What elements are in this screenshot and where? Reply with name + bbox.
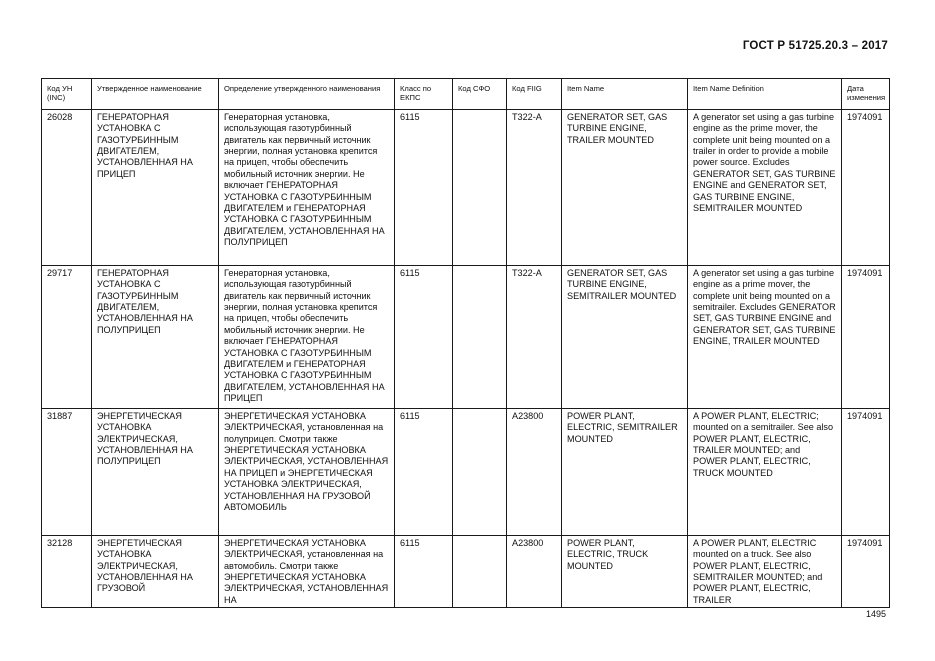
cell-definition: ЭНЕРГЕТИЧЕСКАЯ УСТАНОВКА ЭЛЕКТРИЧЕСКАЯ, установленная на полуприцеп. Смотри также ЭНЕРГЕТИЧЕСКАЯ УСТАНОВКА ЭЛЕКТРИЧЕСКАЯ, УСТАНОВЛЕННАЯ НА ПРИЦЕП и ЭНЕРГЕТИЧЕСКАЯ УСТАНОВКА ЭЛЕКТРИЧЕСКАЯ, УСТАНОВЛЕННАЯ НА ГРУЗОВОЙ АВТОМОБИЛЬ [219, 408, 395, 535]
cell-sfo [453, 408, 507, 535]
cell-ekps: 6115 [395, 535, 453, 607]
cell-item-definition: A generator set using a gas turbine engine as the prime mover, the complete unit being mounted on a trailer in order to provide a mobile power source. Excludes GENERATOR SET, GAS TURBINE ENGINE and GENERATOR SET, GAS TURBINE ENGINE, SEMITRAILER MOUNTED [688, 109, 842, 265]
col-header-name: Утвержденное наименование [92, 79, 219, 110]
data-table [41, 78, 890, 608]
cell-definition: Генераторная установка, использующая газотурбинный двигатель как первичный источник энергии, полная установка крепится на прицеп, чтобы обеспечить мобильный источник энергии. Не включает ГЕНЕРАТОРНАЯ УСТАНОВКА С ГАЗОТУРБИННЫМ ДВИГАТЕЛЕМ и ГЕНЕРАТОРНАЯ УСТАНОВКА С ГАЗОТУРБИННЫМ ДВИГАТЕЛЕМ, УСТАНОВЛЕННАЯ НА ПОЛУПРИЦЕП [219, 109, 395, 265]
col-header-sfo: Код СФО [453, 79, 507, 110]
cell-inc: 32128 [42, 535, 92, 607]
cell-item-name: GENERATOR SET, GAS TURBINE ENGINE, TRAILER MOUNTED [562, 109, 688, 265]
table-row [42, 109, 890, 265]
cell-inc: 31887 [42, 408, 92, 535]
col-header-item-name: Item Name [562, 79, 688, 110]
cell-inc: 29717 [42, 265, 92, 408]
col-header-definition: Определение утвержденного наименования [219, 79, 395, 110]
cell-ekps: 6115 [395, 408, 453, 535]
cell-date: 1974091 [842, 408, 890, 535]
cell-ekps: 6115 [395, 265, 453, 408]
page-number: 1495 [865, 609, 886, 619]
col-header-item-definition: Item Name Definition [688, 79, 842, 110]
cell-date: 1974091 [842, 535, 890, 607]
cell-sfo [453, 109, 507, 265]
col-header-date: Дата изменения [842, 79, 890, 110]
cell-item-name: POWER PLANT, ELECTRIC, TRUCK MOUNTED [562, 535, 688, 607]
cell-name: ГЕНЕРАТОРНАЯ УСТАНОВКА С ГАЗОТУРБИННЫМ ДВИГАТЕЛЕМ, УСТАНОВЛЕННАЯ НА ПОЛУПРИЦЕП [92, 265, 219, 408]
cell-inc: 26028 [42, 109, 92, 265]
cell-name: ЭНЕРГЕТИЧЕСКАЯ УСТАНОВКА ЭЛЕКТРИЧЕСКАЯ, УСТАНОВЛЕННАЯ НА ГРУЗОВОЙ [92, 535, 219, 607]
table-header-row [42, 79, 890, 110]
cell-date: 1974091 [842, 265, 890, 408]
cell-fiig: A23800 [507, 535, 562, 607]
cell-item-name: POWER PLANT, ELECTRIC, SEMITRAILER MOUNTED [562, 408, 688, 535]
cell-fiig: T322-A [507, 109, 562, 265]
cell-name: ЭНЕРГЕТИЧЕСКАЯ УСТАНОВКА ЭЛЕКТРИЧЕСКАЯ, УСТАНОВЛЕННАЯ НА ПОЛУПРИЦЕП [92, 408, 219, 535]
cell-definition: Генераторная установка, использующая газотурбинный двигатель как первичный источник энергии, полная установка крепится на прицеп, чтобы обеспечить мобильный источник энергии. Не включает ГЕНЕРАТОРНАЯ УСТАНОВКА С ГАЗОТУРБИННЫМ ДВИГАТЕЛЕМ и ГЕНЕРАТОРНАЯ УСТАНОВКА С ГАЗОТУРБИННЫМ ДВИГАТЕЛЕМ, УСТАНОВЛЕННАЯ НА ПРИЦЕП [219, 265, 395, 408]
cell-fiig: T322-A [507, 265, 562, 408]
cell-item-name: GENERATOR SET, GAS TURBINE ENGINE, SEMITRAILER MOUNTED [562, 265, 688, 408]
table-row [42, 265, 890, 408]
cell-definition: ЭНЕРГЕТИЧЕСКАЯ УСТАНОВКА ЭЛЕКТРИЧЕСКАЯ, установленная на автомобиль. Смотри также ЭНЕРГЕТИЧЕСКАЯ УСТАНОВКА ЭЛЕКТРИЧЕСКАЯ, УСТАНОВЛЕННАЯ НА [219, 535, 395, 607]
cell-fiig: A23800 [507, 408, 562, 535]
document-code: ГОСТ Р 51725.20.3 – 2017 [742, 40, 888, 52]
cell-name: ГЕНЕРАТОРНАЯ УСТАНОВКА С ГАЗОТУРБИННЫМ ДВИГАТЕЛЕМ, УСТАНОВЛЕННАЯ НА ПРИЦЕП [92, 109, 219, 265]
cell-date: 1974091 [842, 109, 890, 265]
col-header-fiig: Код FIIG [507, 79, 562, 110]
table-row [42, 408, 890, 535]
cell-item-definition: A POWER PLANT, ELECTRIC mounted on a truck. See also POWER PLANT, ELECTRIC, SEMITRAILER MOUNTED; and POWER PLANT, ELECTRIC, TRAILER [688, 535, 842, 607]
col-header-ekps: Класс по ЕКПС [395, 79, 453, 110]
cell-ekps: 6115 [395, 109, 453, 265]
table-row [42, 535, 890, 607]
cell-item-definition: A generator set using a gas turbine engine as a prime mover, the complete unit being mounted on a semitrailer. Excludes GENERATOR SET, GAS TURBINE ENGINE and GENERATOR SET, GAS TURBINE ENGINE, TRAILER MOUNTED [688, 265, 842, 408]
cell-sfo [453, 265, 507, 408]
cell-item-definition: A POWER PLANT, ELECTRIC; mounted on a semitrailer. See also POWER PLANT, ELECTRIC, TRAILER MOUNTED; and POWER PLANT, ELECTRIC, TRUCK MOUNTED [688, 408, 842, 535]
cell-sfo [453, 535, 507, 607]
col-header-inc: Код УН (INC) [42, 79, 92, 110]
